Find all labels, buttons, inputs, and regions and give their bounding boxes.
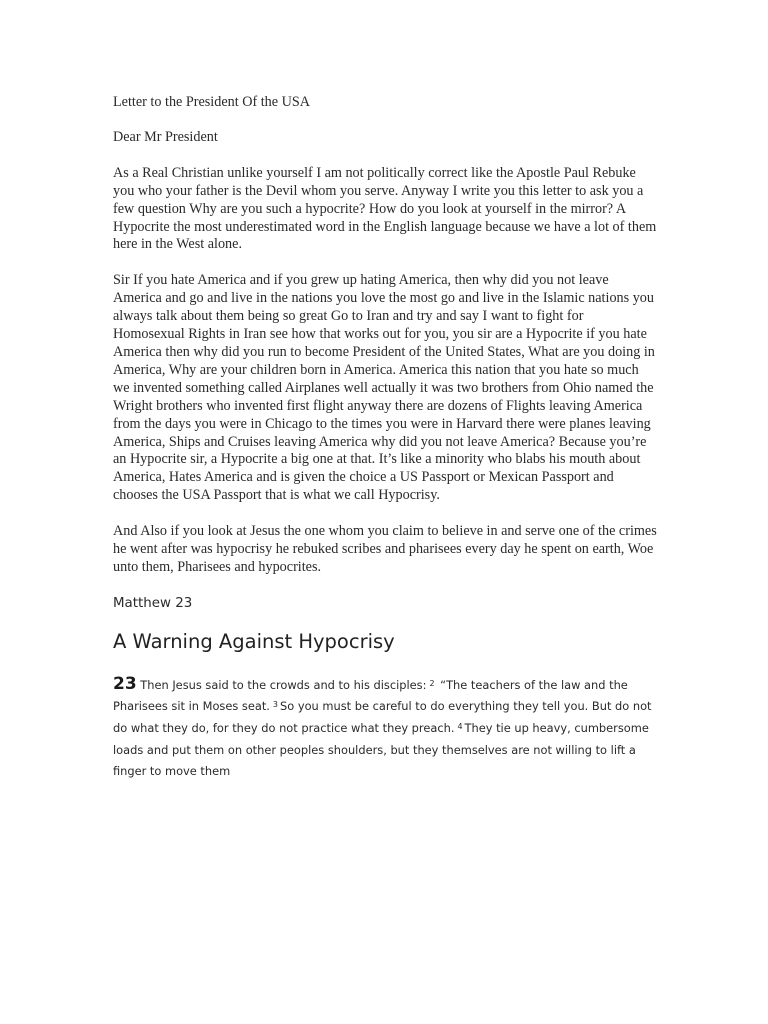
letter-salutation: Dear Mr President	[113, 128, 218, 145]
letter-body	[113, 94, 658, 783]
verse-number: 4	[457, 722, 463, 732]
letter-paragraph: As a Real Christian unlike yourself I am not politically correct like the Apostle Paul Rebuke you who your father is the Devil whom you serve. Anyway I write you this letter to ask you a few question Why are you such a hypocrite? How do you look at yourself in the mirror? A Hypocrite the most underestimated word in the English language because we have a lot of them here in the West alone.	[113, 164, 657, 253]
letter-paragraph: And Also if you look at Jesus the one whom you claim to believe in and serve one of the crimes he went after was hypocrisy he rebuked scribes and pharisees every day he spent on earth, Woe unto them, Pharisees and hypocrites.	[113, 523, 657, 575]
verse-text: So you must be careful to do everything they tell you. But do not do what they do, for they do not practice what they preach.	[113, 699, 652, 736]
verse-text: Then Jesus said to the crowds and to his disciples:	[140, 677, 427, 692]
scripture-reference: Matthew 23	[113, 595, 193, 611]
letter-title: Letter to the President Of the USA	[113, 94, 311, 110]
letter-paragraph: Sir If you hate America and if you grew up hating America, then why did you not leave America and go and live in the nations you love the most go and live in the Islamic nations you always talk about them being so great Go to Iran and try and say I want to fight for Homosexual Rights in Iran see how that works out for you, you sir are a Hypocrite if you hate America then why did you run to become President of the United States, What are you doing in America, Why are your children born in America. America this nation that you hate so much we invented something called Airplanes well actually it was two brothers from Ohio named the Wright brothers who invented first flight anyway there are dozens of Flights leaving America from the days you were in Chicago to the times you were in Harvard there were planes leaving America, Ships and Cruises leaving America why did you not leave America? Because you’re an Hypocrite sir, a Hypocrite a big one at that. It’s like a minority who blabs his mouth about America, Hates America and is given the choice a US Passport or Mexican Passport and chooses the USA Passport that is what we call Hypocrisy.	[113, 272, 655, 504]
chapter-number: 23	[113, 673, 137, 694]
scripture-passage	[113, 675, 658, 783]
scripture-heading: A Warning Against Hypocrisy	[113, 629, 395, 653]
verse-text: “The teachers of the law and the Pharisees sit in Moses seat.	[113, 677, 628, 714]
verse-text: They tie up heavy, cumbersome loads and put them on other peoples shoulders, but they themselves are not willing to lift a finger to move them	[113, 721, 649, 779]
verse-number: 2	[429, 678, 435, 688]
verse-number: 3	[272, 700, 279, 710]
